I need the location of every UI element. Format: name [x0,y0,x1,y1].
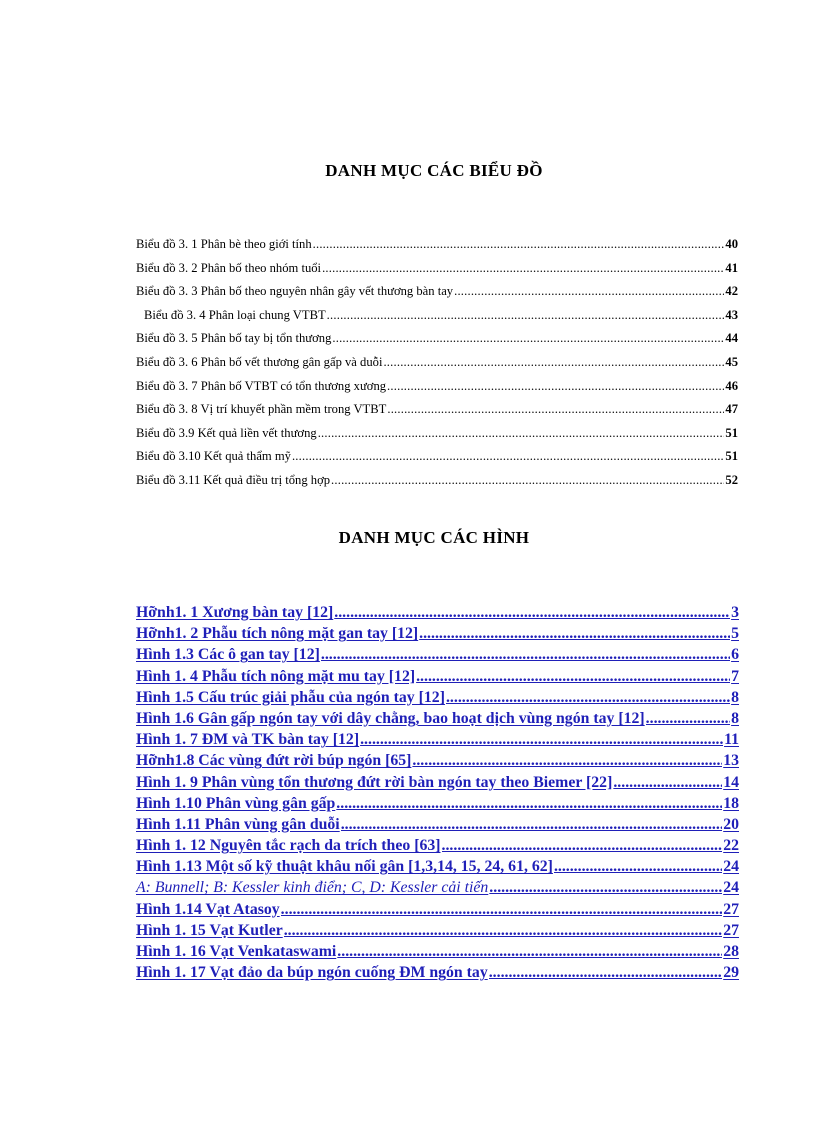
dot-leader [387,379,724,394]
figure-entry-link[interactable] [136,668,739,689]
figure-entry-link[interactable] [136,837,739,858]
chart-entry-label: Biểu đồ 3. 6 Phân bố vết thương gân gấp và duỗi [136,354,383,369]
dot-leader [446,689,730,707]
figure-entry-link[interactable] [136,816,739,837]
figure-entry-link[interactable] [136,710,739,731]
figure-entry-label[interactable]: Hình 1. 12 Nguyên tắc rạch da trích theo [63] [136,837,441,855]
figure-entry-label[interactable]: Hình 1. 17 Vạt đảo da búp ngón cuống ĐM ngón tay [136,964,488,982]
figure-entry-page[interactable]: 3 [731,604,739,621]
figure-entry-label[interactable]: Hình 1.14 Vạt Atasoy [136,900,280,918]
figure-entry-label[interactable]: A: Bunnell; B: Kessler kinh điển; C, D: Kessler cải tiến [136,879,489,897]
chart-entry-page: 52 [725,472,738,487]
dot-leader [337,943,722,961]
figure-entry-page[interactable]: 8 [731,709,739,727]
chart-entry [136,449,738,473]
chart-entry [136,402,738,426]
chart-entry-label: Biểu đồ 3. 8 Vị trí khuyết phần mềm trong VTBT [136,402,387,417]
figure-entry-label[interactable]: Hình 1.5 Cấu trúc giải phẫu của ngón tay [12] [136,688,445,706]
chart-entry-label: Biểu đồ 3.11 Kết quả điều trị tổng hợp [136,472,331,487]
figure-entry-label[interactable]: Hình 1.13 Một số kỹ thuật khâu nối gân [1,3,14, 15, 24, 61, 62] [136,858,553,876]
chart-entry [136,237,738,261]
dot-leader [360,731,723,749]
dot-leader [613,774,722,792]
chart-entry-page: 46 [725,378,738,393]
chart-entry-page: 51 [725,425,738,440]
figure-entry-page[interactable]: 20 [723,815,739,833]
figure-entry-link[interactable] [136,943,739,964]
chart-entry-page: 47 [725,402,738,417]
figure-entry-label[interactable]: Hình 1.10 Phân vùng gân gấp [136,794,336,812]
dot-leader [332,331,724,346]
chart-entry-label: Biểu đồ 3. 1 Phân bè theo giới tính [136,237,312,251]
chart-entry [136,355,738,379]
figure-entry-page[interactable]: 11 [724,731,739,749]
dot-leader [321,646,730,664]
dot-leader [336,795,722,813]
figures-list [136,604,739,985]
figure-entry-page[interactable]: 24 [723,879,739,897]
dot-leader [383,355,724,370]
figure-entry-link[interactable] [136,795,739,816]
dot-leader [331,473,724,488]
dot-leader [327,308,725,323]
dot-leader [489,879,722,897]
figure-entry-link[interactable] [136,689,739,710]
dot-leader [489,964,722,982]
figure-entry-link[interactable] [136,964,739,985]
dot-leader [281,901,723,919]
dot-leader [284,922,722,940]
figure-entry-label[interactable]: Hỡnh1. 2 Phẫu tích nông mặt gan tay [12] [136,625,419,643]
figure-entry-label[interactable]: Hình 1.11 Phân vùng gân duỗi [136,815,340,833]
chart-entry [136,284,738,308]
figure-entry-link[interactable] [136,731,739,752]
figures-list-heading: DANH MỤC CÁC HÌNH [338,528,530,547]
dot-leader [554,858,722,876]
chart-entry-label: Biểu đồ 3.9 Kết quả liền vết thương [136,425,317,440]
dot-leader [341,816,723,834]
chart-entry-label: Biểu đồ 3. 7 Phân bố VTBT có tổn thương xương [136,378,387,393]
dot-leader [387,402,724,417]
figure-entry-link[interactable] [136,752,739,773]
figure-entry-page[interactable]: 7 [731,667,739,685]
figure-entry-page[interactable]: 22 [723,837,739,855]
charts-list-heading: DANH MỤC CÁC BIỂU ĐỒ [325,161,543,180]
dot-leader [646,710,730,728]
chart-entry [136,331,738,355]
figure-entry-page[interactable]: 28 [723,943,739,960]
figure-entry-link[interactable] [136,901,739,922]
figure-entry-link[interactable] [136,858,739,879]
figure-entry-page[interactable]: 27 [723,900,739,918]
figure-entry-page[interactable]: 24 [723,858,739,876]
dot-leader [313,237,725,252]
figure-entry-page[interactable]: 5 [731,625,739,643]
figure-entry-page[interactable]: 8 [731,688,739,706]
chart-entry [136,261,738,285]
dot-leader [292,449,724,464]
dot-leader [442,837,723,855]
figure-entry-label[interactable]: Hình 1. 7 ĐM và TK bàn tay [12] [136,731,360,749]
figure-entry-link[interactable] [136,922,739,943]
chart-entry-label: Biểu đồ 3. 2 Phân bố theo nhóm tuổi [136,260,322,275]
chart-entry-page: 51 [725,449,738,464]
figure-entry-label[interactable]: Hình 1. 15 Vạt Kutler [136,921,283,939]
figure-entry-label[interactable]: Hình 1. 4 Phẫu tích nông mặt mu tay [12] [136,667,416,685]
dot-leader [454,284,724,299]
chart-entry [136,379,738,403]
dot-leader [416,668,730,686]
chart-entry-page: 40 [725,237,738,251]
figure-entry-label[interactable]: Hình 1.6 Gân gấp ngón tay với dây chằng, bao hoạt dịch vùng ngón tay [12] [136,709,645,727]
figure-entry-label[interactable]: Hỡnh1. 1 Xương bàn tay [12] [136,604,334,621]
figure-entry-link[interactable] [136,646,739,667]
dot-leader [318,426,725,441]
chart-entry-page: 44 [725,331,738,346]
figure-entry-page[interactable]: 27 [723,921,739,939]
figure-entry-page[interactable]: 18 [723,794,739,812]
figure-entry-page[interactable]: 14 [723,773,739,791]
chart-entry-page: 42 [725,284,738,299]
figure-entry-page[interactable]: 6 [731,646,739,664]
figure-entry-link[interactable] [136,879,739,900]
figure-entry-label[interactable]: Hình 1.3 Các ô gan tay [12] [136,646,320,664]
figure-entry-page[interactable]: 13 [723,752,739,770]
chart-entry-label: Biểu đồ 3.10 Kết quả thẩm mỹ [136,449,291,464]
dot-leader [322,261,724,276]
chart-entry-page: 43 [725,307,738,322]
figure-entry-label[interactable]: Hình 1. 9 Phân vùng tổn thương đứt rời bàn ngón tay theo Biemer [22] [136,773,613,791]
figure-entry-page[interactable]: 29 [723,964,739,982]
dot-leader [334,604,730,622]
chart-entry-page: 45 [725,354,738,369]
chart-entry-label: Biểu đồ 3. 4 Phân loại chung VTBT [144,307,326,322]
figure-entry-link[interactable] [136,625,739,646]
chart-entry [136,308,738,332]
chart-entry [136,426,738,450]
chart-entry-page: 41 [725,260,738,275]
figure-entry-label[interactable]: Hình 1. 16 Vạt Venkataswami [136,943,337,960]
chart-entry-label: Biểu đồ 3. 5 Phân bố tay bị tổn thương [136,331,332,346]
charts-list [136,237,738,497]
dot-leader [412,752,722,770]
figure-entry-link[interactable] [136,604,739,625]
figure-entry-link[interactable] [136,774,739,795]
figure-entry-label[interactable]: Hỡnh1.8 Các vùng đứt rời búp ngón [65] [136,752,412,770]
dot-leader [419,625,730,643]
chart-entry [136,473,738,497]
chart-entry-label: Biểu đồ 3. 3 Phân bố theo nguyên nhân gây vết thương bàn tay [136,284,454,299]
